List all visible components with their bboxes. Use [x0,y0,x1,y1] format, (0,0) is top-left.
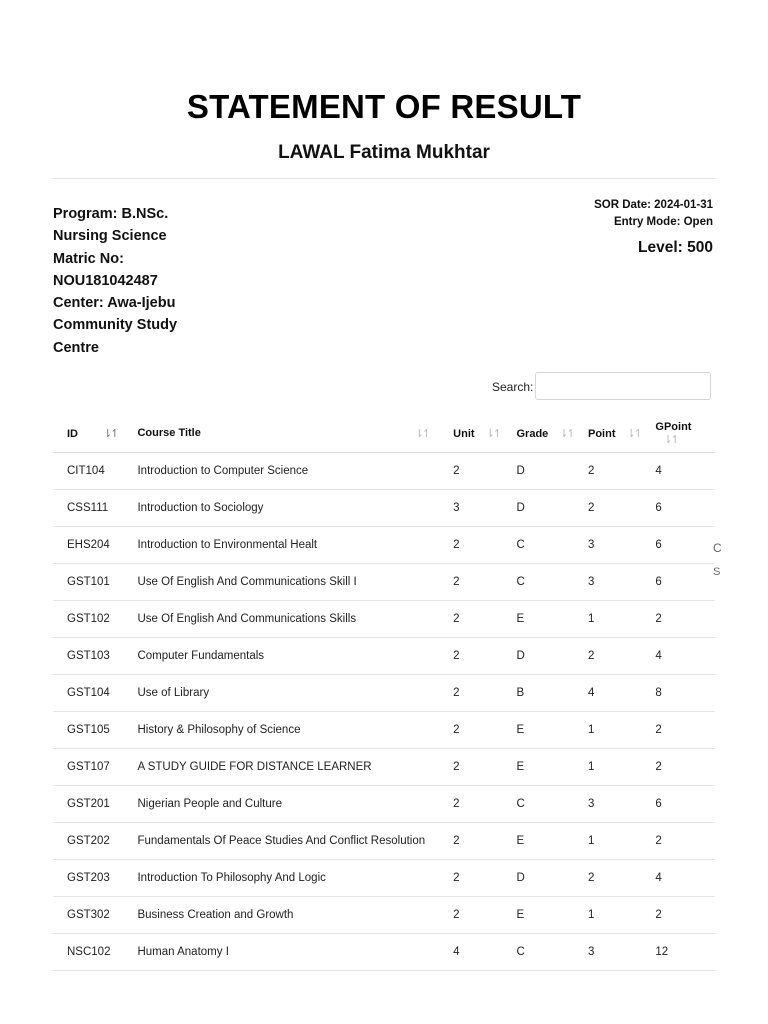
cell-title: Use Of English And Communications Skill I [123,564,439,601]
column-header-course-title[interactable] [123,414,439,453]
cell-unit: 2 [439,564,502,601]
cell-title: Human Anatomy I [123,934,439,971]
cell-id: GST102 [53,601,123,638]
table-row [53,897,715,934]
sort-ascending-icon[interactable]: ⇂↿ [103,427,118,440]
column-header-label: Point [587,427,616,440]
cell-grade: D [502,638,574,675]
cell-title: A STUDY GUIDE FOR DISTANCE LEARNER [123,749,439,786]
student-name: LAWAL Fatima Mukhtar [278,142,490,163]
cell-title: Nigerian People and Culture [123,786,439,823]
table-row [53,564,715,601]
cell-unit: 2 [439,453,502,490]
sort-icon[interactable]: ⇂↿ [485,427,501,440]
table-row [53,712,715,749]
cell-gpoint: 6 [641,786,715,823]
cell-point: 1 [574,712,641,749]
sor-date: SOR Date: 2024-01-31 [594,199,713,211]
cell-point: 1 [574,601,641,638]
cell-gpoint: 2 [641,712,715,749]
cell-unit: 2 [439,638,502,675]
table-header-row [53,414,715,453]
cell-point: 1 [574,823,641,860]
table-row [53,527,715,564]
cell-grade: E [502,823,574,860]
info-line: NOU181042487 [53,272,158,289]
cell-unit: 2 [439,712,502,749]
cell-gpoint: 4 [641,638,715,675]
table-search [430,372,730,402]
table-row [53,749,715,786]
cell-grade: D [502,860,574,897]
column-header-label: GPoint [655,420,692,433]
entry-mode: Entry Mode: Open [613,216,713,228]
cell-grade: E [502,897,574,934]
column-header-label: Unit [453,427,475,440]
cell-unit: 2 [439,601,502,638]
cell-point: 3 [574,934,641,971]
cell-point: 3 [574,786,641,823]
table-row [53,860,715,897]
student-info [53,203,193,359]
cell-title: History & Philosophy of Science [123,712,439,749]
cell-title: Introduction To Philosophy And Logic [123,860,439,897]
level: Level: 500 [638,239,713,256]
results-body [53,453,715,971]
cell-title: Computer Fundamentals [123,638,439,675]
info-line: Program: B.NSc. [53,206,169,222]
cell-point: 4 [574,675,641,712]
cell-grade: C [502,934,574,971]
cell-gpoint: 8 [641,675,715,712]
column-header-label: ID [67,427,78,440]
cell-unit: 2 [439,860,502,897]
column-header-gpoint[interactable] [641,414,715,453]
cell-point: 3 [574,564,641,601]
cell-id: GST105 [53,712,123,749]
cell-unit: 2 [439,786,502,823]
cell-point: 2 [574,490,641,527]
table-row [53,453,715,490]
cell-title: Use Of English And Communications Skills [123,601,439,638]
cell-id: GST203 [53,860,123,897]
table-row [53,638,715,675]
cell-unit: 2 [439,527,502,564]
column-header-id[interactable] [53,414,123,453]
cell-point: 2 [574,638,641,675]
cell-point: 1 [574,897,641,934]
cell-grade: E [502,712,574,749]
column-header-label: Grade [516,427,549,440]
results-table [53,414,715,971]
info-line: Center: Awa-Ijebu [53,295,176,312]
cell-grade: E [502,749,574,786]
cell-grade: C [502,564,574,601]
cell-title: Fundamentals Of Peace Studies And Conflict Resolution [123,823,439,860]
cell-gpoint: 4 [641,453,715,490]
cell-point: 2 [574,860,641,897]
column-header-unit[interactable] [439,414,502,453]
cell-grade: D [502,453,574,490]
sort-icon[interactable]: ⇂↿ [559,427,574,440]
cell-unit: 4 [439,934,502,971]
cell-id: GST202 [53,823,123,860]
cell-title: Introduction to Computer Science [123,453,439,490]
table-row [53,490,715,527]
table-row [53,675,715,712]
info-line: Centre [53,339,99,356]
cell-title: Business Creation and Growth [123,897,439,934]
search-label: Search: [492,380,534,394]
sort-icon[interactable]: ⇂↿ [663,433,678,446]
cell-id: GST103 [53,638,123,675]
cell-grade: D [502,490,574,527]
table-row [53,823,715,860]
info-line: Nursing Science [53,228,167,245]
cell-title: Use of Library [123,675,439,712]
cell-id: EHS204 [53,527,123,564]
cell-unit: 2 [439,675,502,712]
clipped-text-fragment: S [713,566,721,578]
table-row [53,934,715,971]
cell-gpoint: 6 [641,490,715,527]
cell-id: GST104 [53,675,123,712]
cell-id: CSS111 [53,490,123,527]
cell-id: GST101 [53,564,123,601]
cell-title: Introduction to Sociology [123,490,439,527]
cell-gpoint: 2 [641,749,715,786]
cell-id: GST107 [53,749,123,786]
cell-unit: 2 [439,749,502,786]
cell-grade: B [502,675,574,712]
info-line: Community Study [53,317,178,334]
cell-gpoint: 2 [641,823,715,860]
cell-point: 2 [574,453,641,490]
sort-icon[interactable]: ⇂↿ [626,427,641,440]
info-line: Matric No: [53,250,124,267]
column-header-point[interactable] [574,414,641,453]
cell-unit: 2 [439,823,502,860]
column-header-grade[interactable] [502,414,574,453]
cell-gpoint: 6 [641,527,715,564]
table-row [53,786,715,823]
cell-id: NSC102 [53,934,123,971]
table-row [53,601,715,638]
cell-gpoint: 6 [641,564,715,601]
cell-title: Introduction to Environmental Healt [123,527,439,564]
cell-id: CIT104 [53,453,123,490]
search-input[interactable] [535,372,711,400]
cell-unit: 2 [439,897,502,934]
sort-icon[interactable]: ⇂↿ [414,428,430,440]
cell-id: GST302 [53,897,123,934]
cell-unit: 3 [439,490,502,527]
cell-gpoint: 2 [641,601,715,638]
header-divider [53,178,715,179]
cell-gpoint: 2 [641,897,715,934]
cell-gpoint: 4 [641,860,715,897]
clipped-text-fragment: C [713,541,722,555]
result-meta [453,197,713,257]
cell-grade: C [502,527,574,564]
cell-point: 1 [574,749,641,786]
cell-id: GST201 [53,786,123,823]
cell-gpoint: 12 [641,934,715,971]
page-title: STATEMENT OF RESULT [186,88,582,125]
column-header-label: Course Title [137,427,201,439]
cell-point: 3 [574,527,641,564]
cell-grade: C [502,786,574,823]
cell-grade: E [502,601,574,638]
